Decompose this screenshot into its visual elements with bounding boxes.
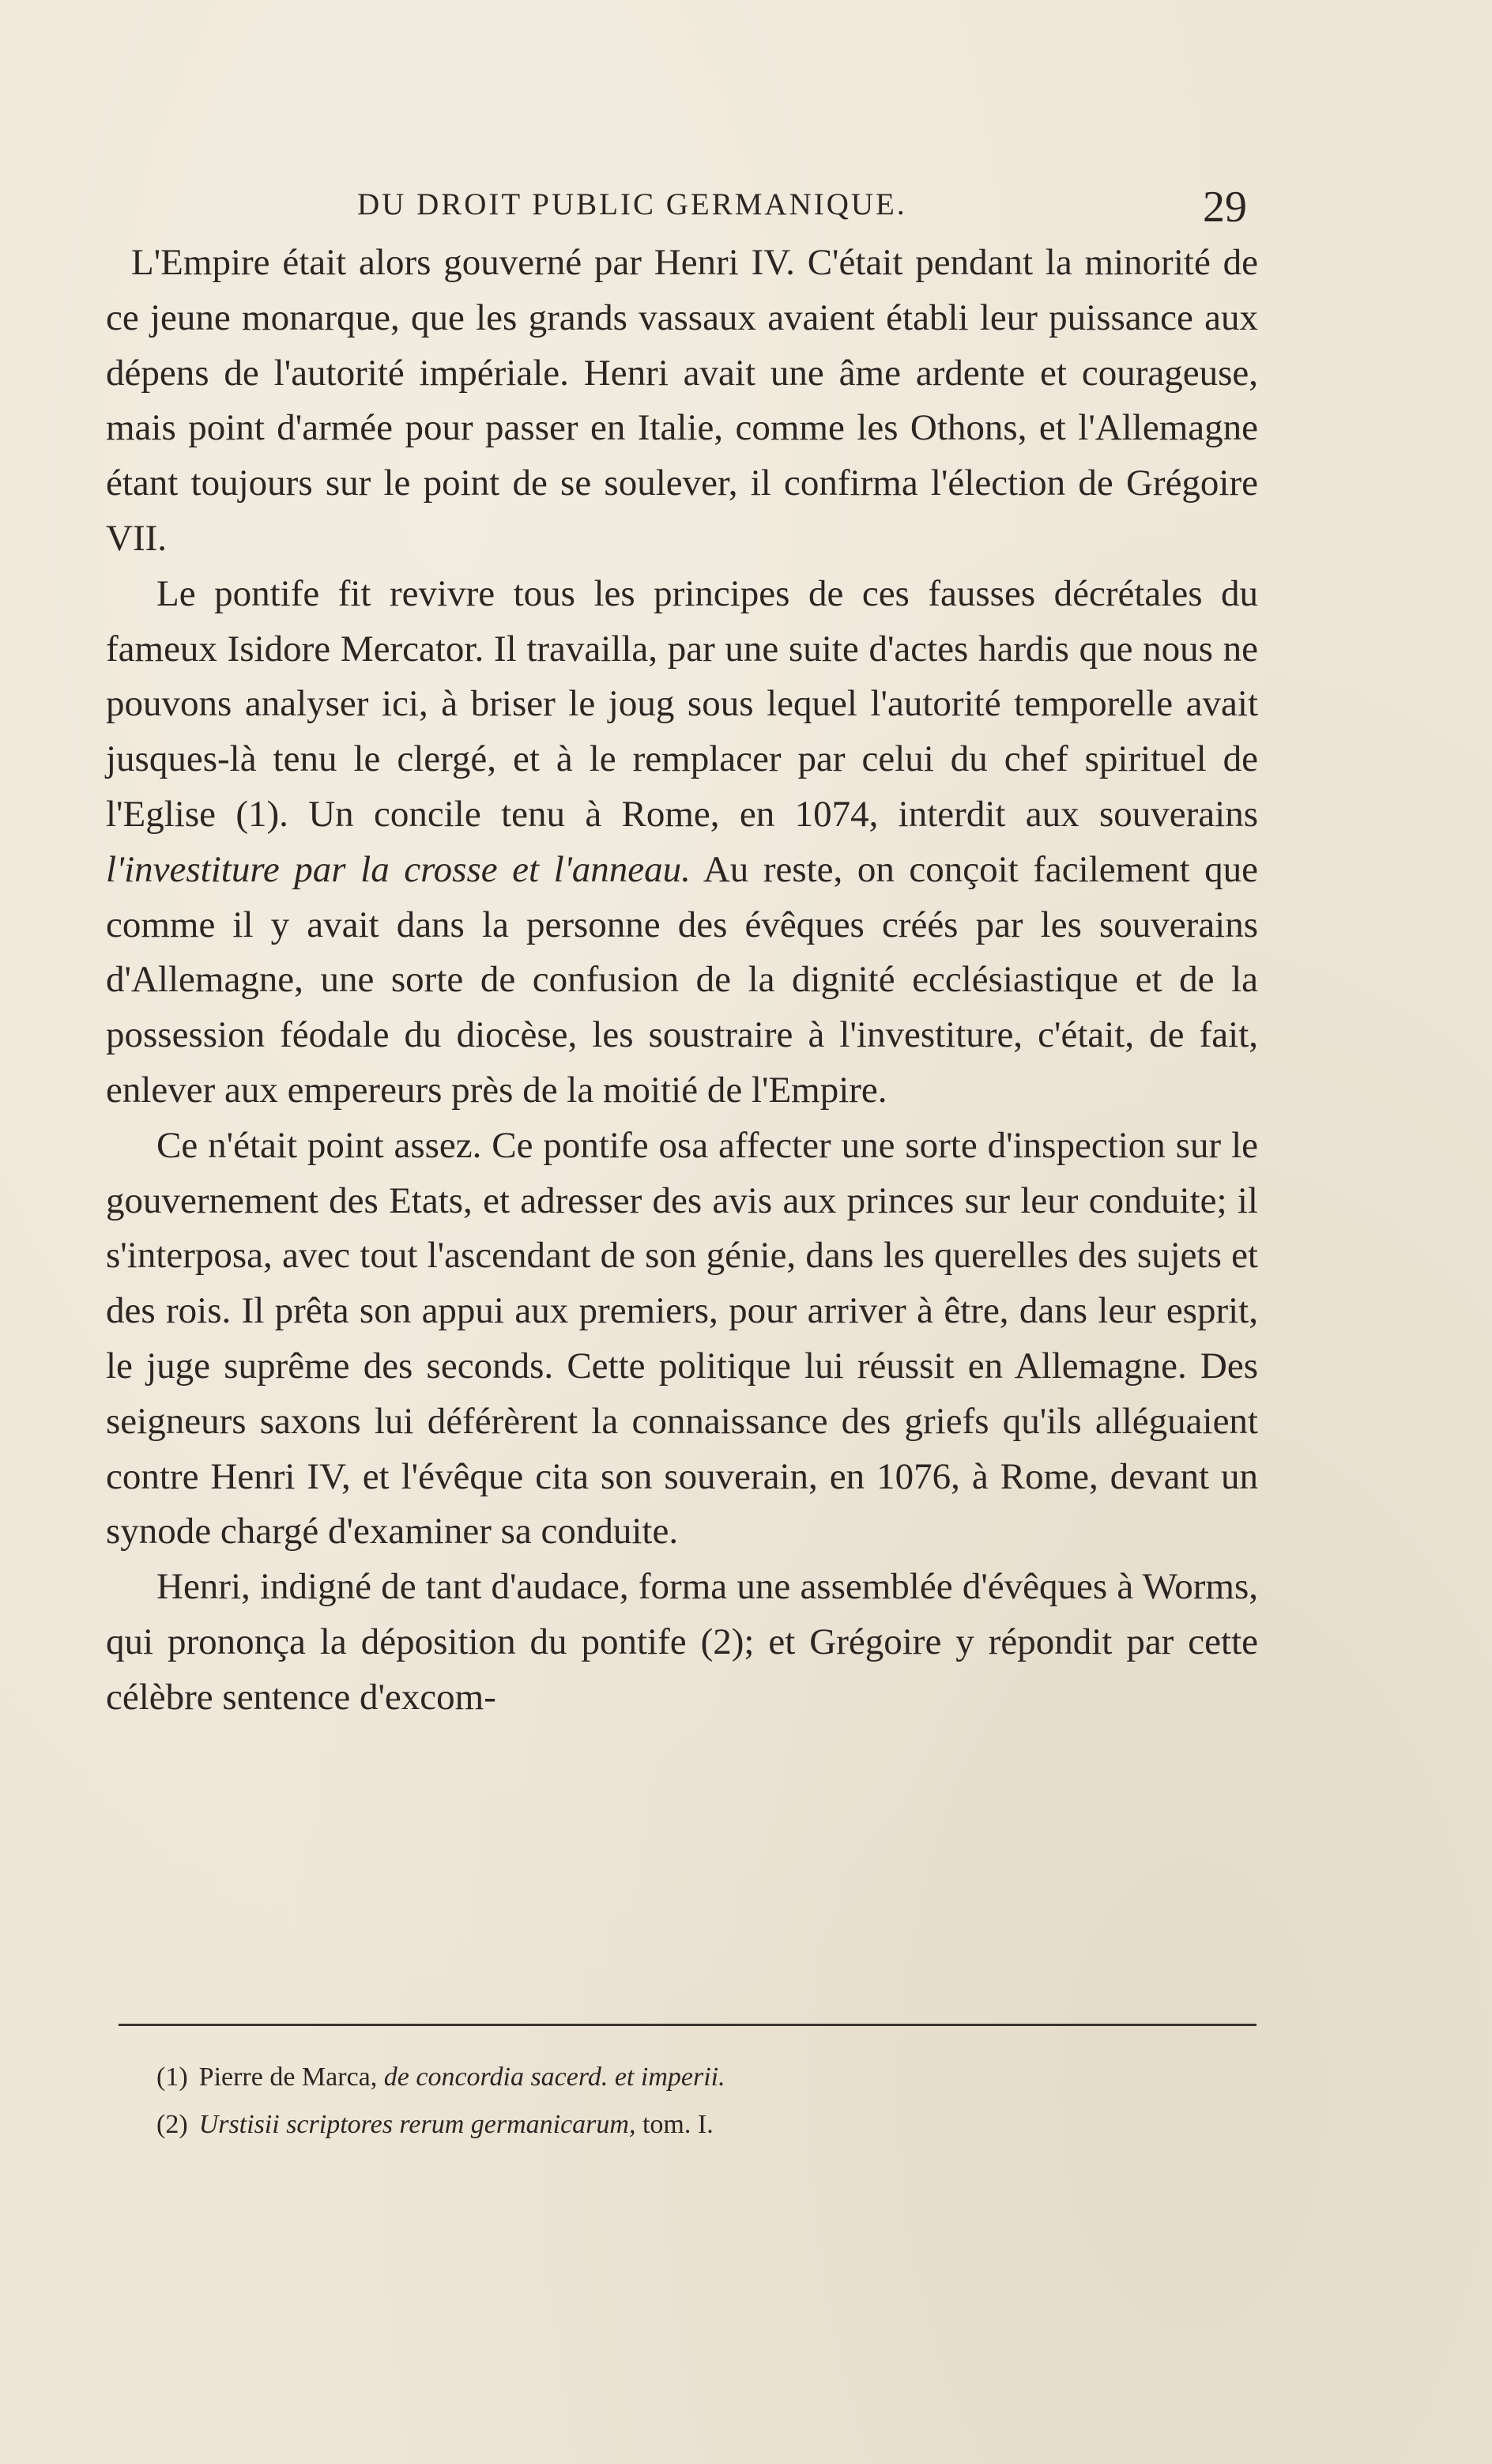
footnote-rule: [119, 2024, 1257, 2026]
footnote-2: [156, 2101, 1184, 2149]
running-head: [357, 183, 1247, 234]
running-title: DU DROIT PUBLIC GERMANIQUE.: [357, 187, 907, 221]
paragraph-2: [106, 567, 1258, 1119]
page-number: 29: [1203, 183, 1247, 232]
paragraph-2-middle: [346, 849, 361, 890]
footnote-1-italic: de concordia sacerd. et imperii.: [383, 2062, 725, 2092]
paragraph-2-italic-crosse: la crosse et l'anneau.: [360, 848, 691, 890]
footnote-2-number: (2): [156, 2110, 188, 2139]
paragraph-2-text-after: Au reste, on conçoit facilement que comme il y avait dans la personne des évêques créés par les souverains d'Allemagne, une sorte de confusion de la dignité ecclésiastique et de la possession féodale du diocèse, les soustraire à l'investiture, c'était, de fait, enlever aux empereurs près de la moitié de l'Empire.: [106, 848, 1259, 1111]
footnote-1: [156, 2054, 1184, 2101]
footnote-2-italic: Urstisii scriptores rerum germanicarum,: [198, 2110, 636, 2139]
body-text: [106, 236, 1258, 1726]
paragraph-1: L'Empire était alors gouverné par Henri IV. C'était pendant la minorité de ce jeune monarque, que les grands vassaux avaient établi leur puissance aux dépens de l'autorité impériale. Henri avait une âme ardente et courageuse, mais point d'armée pour passer en Italie, comme les Othons, et l'Allemagne étant toujours sur le point de se soulever, il confirma l'élection de Grégoire VII.: [106, 242, 1258, 559]
footnote-1-plain: Pierre de Marca,: [198, 2062, 378, 2092]
paragraph-2-italic-investiture: l'investiture par: [106, 848, 346, 890]
footnote-2-tail: tom. I.: [642, 2110, 714, 2139]
paragraph-4: Henri, indigné de tant d'audace, forma une assemblée d'évêques à Worms, qui prononça la déposition du pontife (2); et Grégoire y répondit par cette célèbre sentence d'excom-: [106, 1566, 1258, 1718]
footnote-1-number: (1): [156, 2062, 188, 2092]
footnotes: [156, 2054, 1184, 2149]
paragraph-2-text-before: Le pontife fit revivre tous les principes de ces fausses décrétales du fameux Isidore Mercator. Il travailla, par une suite d'actes hardis que nous ne pouvons analyser ici, à briser le joug sous lequel l'autorité temporelle avait jusques-là tenu le clergé, et à le remplacer par celui du chef spirituel de l'Eglise (1). Un concile tenu à Rome, en 1074, interdit aux souverains: [106, 572, 1258, 835]
paragraph-3: Ce n'était point assez. Ce pontife osa affecter une sorte d'inspection sur le gouvernement des Etats, et adresser des avis aux princes sur leur conduite; il s'interposa, avec tout l'ascendant de son génie, dans les querelles des sujets et des rois. Il prêta son appui aux premiers, pour arriver à être, dans leur esprit, le juge suprême des seconds. Cette politique lui réussit en Allemagne. Des seigneurs saxons lui déférèrent la connaissance des griefs qu'ils alléguaient contre Henri IV, et l'évêque cita son souverain, en 1076, à Rome, devant un synode chargé d'examiner sa conduite.: [106, 1124, 1258, 1553]
